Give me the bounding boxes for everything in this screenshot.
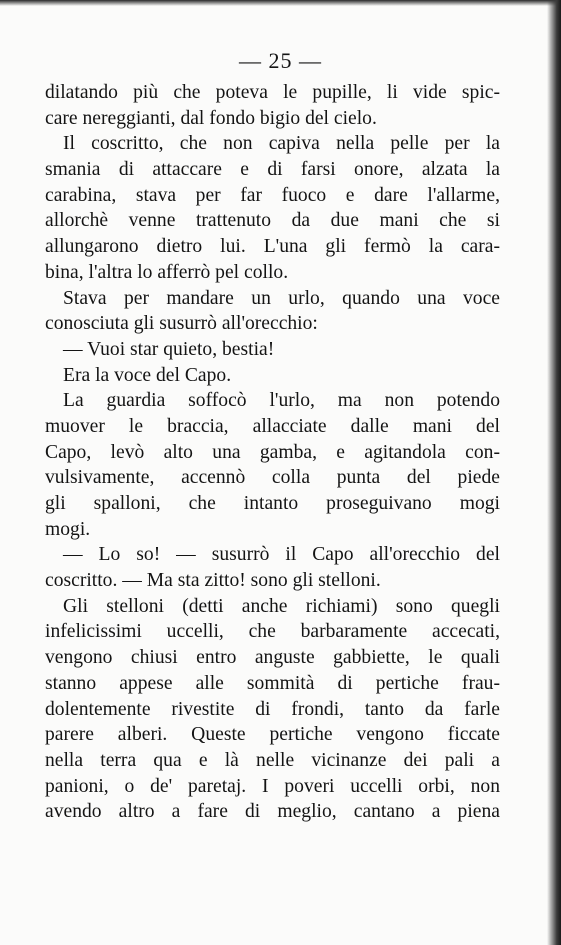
text-line: allorchè venne trattenuto da due mani che si <box>45 210 500 232</box>
text-line: coscritto. — Ma sta zitto! sono gli stelloni. <box>45 570 381 592</box>
text-line: — Lo so! — susurrò il Capo all'orecchio del <box>63 544 500 566</box>
text-line: Il coscritto, che non capiva nella pelle per la <box>63 133 500 155</box>
text-line: Era la voce del Capo. <box>63 364 232 386</box>
text-line: avendo altro a fare di meglio, cantano a piena <box>45 801 500 823</box>
page-top-edge <box>0 0 561 6</box>
text-line: nella terra qua e là nelle vicinanze dei pali a <box>45 749 500 771</box>
page-number: — 25 — <box>239 48 322 73</box>
text-line: vulsivamente, accennò colla punta del piede <box>45 467 500 489</box>
text-line: bina, l'altra lo afferrò pel collo. <box>45 261 289 283</box>
text-line: care nereggianti, dal fondo bigio del cielo. <box>45 107 377 129</box>
text-line: dilatando più che poteva le pupille, li vide spic- <box>45 82 500 103</box>
text-line: stanno appese alle sommità di pertiche frau- <box>45 672 500 694</box>
page-body-text <box>45 80 500 825</box>
text-line: infelicissimi uccelli, che barbaramente accecati, <box>45 621 500 643</box>
text-line: dolentemente rivestite di frondi, tanto da farle <box>45 698 500 720</box>
text-line: conosciuta gli susurrò all'orecchio: <box>45 313 318 335</box>
page-binding-edge <box>547 0 561 945</box>
text-line: Capo, levò alto una gamba, e agitandola con- <box>45 441 500 463</box>
text-line: vengono chiusi entro anguste gabbiette, le quali <box>45 647 500 669</box>
text-line: parere alberi. Queste pertiche vengono ficcate <box>45 724 500 746</box>
text-line: carabina, stava per far fuoco e dare l'allarme, <box>45 184 500 206</box>
text-line: La guardia soffocò l'urlo, ma non potendo <box>63 390 500 412</box>
text-line: mogi. <box>45 518 91 540</box>
text-line: — Vuoi star quieto, bestia! <box>63 338 275 360</box>
text-line: Stava per mandare un urlo, quando una voce <box>63 287 500 309</box>
text-line: smania di attaccare e di farsi onore, alzata la <box>45 159 500 181</box>
text-line: Gli stelloni (detti anche richiami) sono quegli <box>63 595 500 617</box>
text-line: gli spalloni, che intanto proseguivano mogi <box>45 493 500 514</box>
text-line: muover le braccia, allacciate dalle mani del <box>45 415 500 437</box>
text-line: panioni, o de' paretaj. I poveri uccelli orbi, non <box>45 775 500 797</box>
text-line: allungarono dietro lui. L'una gli fermò la cara- <box>45 236 500 258</box>
